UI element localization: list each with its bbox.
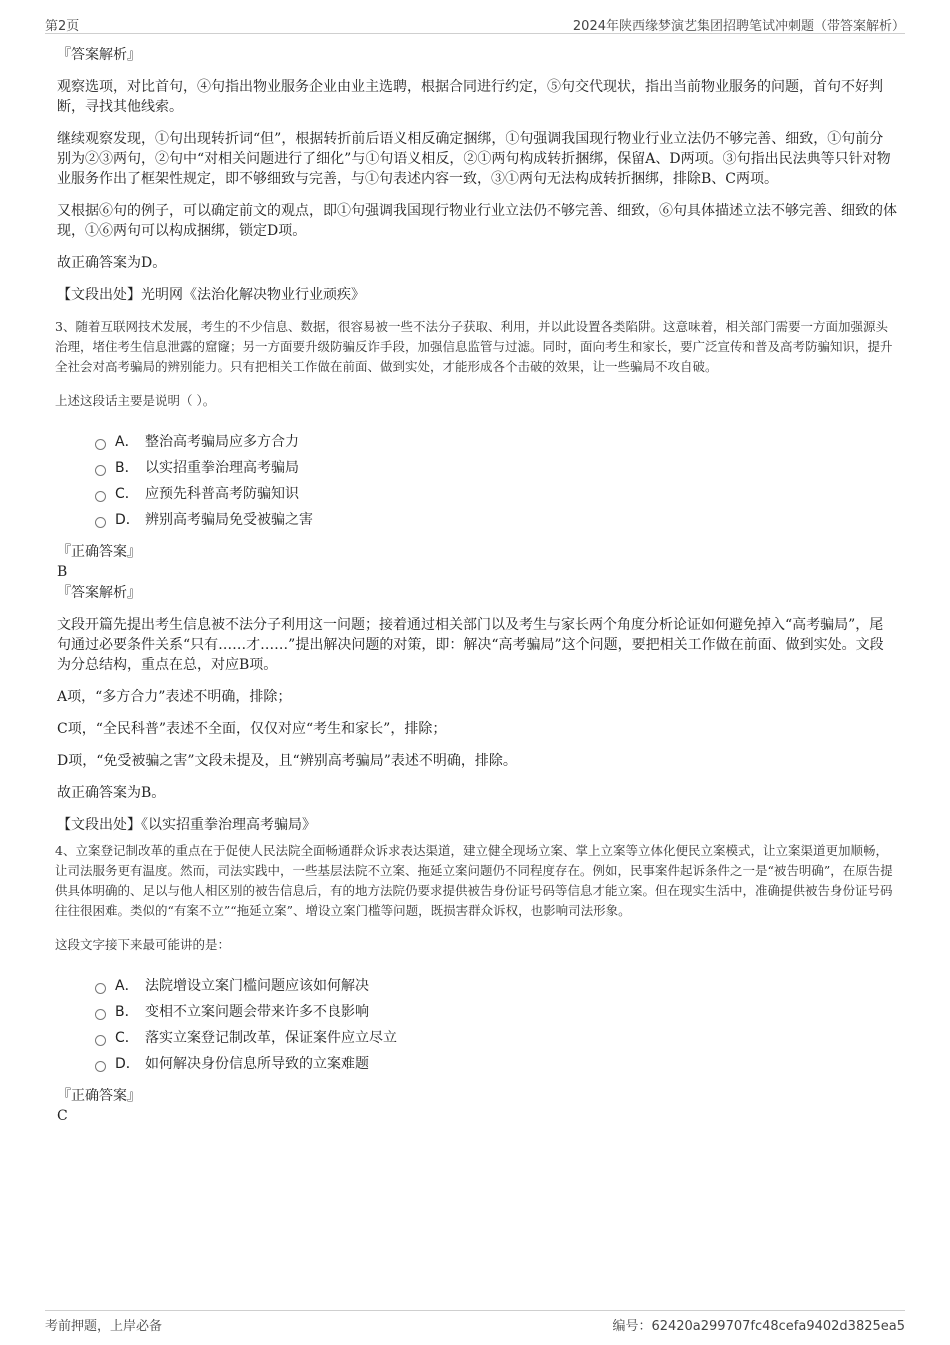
radio-button[interactable]	[95, 1009, 106, 1020]
option-letter: D．	[115, 512, 140, 528]
question-3-prompt: 上述这段话主要是说明（ ）。	[55, 393, 216, 408]
analysis-paragraph: C项，“全民科普”表述不全面，仅仅对应“考生和家长”，排除；	[57, 721, 447, 737]
option-text: 整治高考骗局应多方合力	[145, 434, 299, 450]
option-letter: C．	[115, 486, 139, 502]
question-4-prompt: 这段文字接下来最可能讲的是：	[55, 937, 231, 952]
option-letter: B．	[115, 1004, 139, 1020]
correct-answer-tag: 『正确答案』	[57, 544, 141, 560]
question-4-text: 4、立案登记制改革的重点在于促使人民法院全面畅通群众诉求表达渠道，建立健全现场立案、掌上立案等立体化便民立案模式，让立案渠道更加顺畅，让司法服务更有温度。然而，司法实践中，一些基层法院不立案、拖延立案问题仍不同程度存在。例如，民事案件起诉条件之一是“被告明确”，在原告提供具体明确的、足以与他人相区别的被告信息后，有的地方法院仍要求提供被告身份证号码等信息才能立案。但在现实生活中，准确提供被告身份证号码往往很困难。类似的“有案不立”“拖延立案”、增设立案门槛等问题，既损害群众诉权，也影响司法形象。	[55, 843, 893, 918]
document-id: 编号：62420a299707fc48cefa9402d3825ea5	[612, 1319, 905, 1334]
option-b[interactable]	[95, 455, 897, 481]
option-text: 法院增设立案门槛问题应该如何解决	[145, 978, 369, 994]
analysis-tag: 『答案解析』	[57, 47, 141, 63]
analysis-paragraph: A项，“多方合力”表述不明确，排除；	[57, 689, 292, 705]
question-4-options	[95, 973, 897, 1077]
page-footer	[45, 1310, 905, 1335]
option-letter: C．	[115, 1030, 139, 1046]
radio-button[interactable]	[95, 465, 106, 476]
radio-button[interactable]	[95, 439, 106, 450]
option-a[interactable]	[95, 973, 897, 999]
footer-slogan: 考前押题，上岸必备	[45, 1319, 163, 1334]
option-d[interactable]	[95, 1051, 897, 1077]
radio-button[interactable]	[95, 517, 106, 528]
answer-statement: 故正确答案为B。	[57, 785, 166, 801]
option-text: 落实立案登记制改革，保证案件应立尽立	[145, 1030, 397, 1046]
option-b[interactable]	[95, 999, 897, 1025]
option-letter: D．	[115, 1056, 140, 1072]
correct-answer: B	[57, 564, 68, 580]
answer-statement: 故正确答案为D。	[57, 255, 167, 271]
question-3-options	[95, 429, 897, 533]
question-3-text: 3、随着互联网技术发展，考生的不少信息、数据，很容易被一些不法分子获取、利用，并以此设置各类陷阱。这意味着，相关部门需要一方面加强源头治理，堵住考生信息泄露的窟窿；另一方面要升级防骗反诈手段，加强信息监管与过滤。同时，面向考生和家长，要广泛宣传和普及高考防骗知识，提升全社会对高考骗局的辨别能力。只有把相关工作做在前面、做到实处，才能形成各个击破的效果，让一些骗局不攻自破。	[55, 319, 893, 374]
correct-answer-tag: 『正确答案』	[57, 1088, 141, 1104]
correct-answer: C	[57, 1108, 68, 1124]
document-title: 2024年陕西缘梦演艺集团招聘笔试冲刺题（带答案解析）	[572, 19, 905, 34]
analysis-paragraph: D项，“免受被骗之害”文段未提及，且“辨别高考骗局”表述不明确，排除。	[57, 753, 517, 769]
radio-button[interactable]	[95, 1035, 106, 1046]
option-c[interactable]	[95, 1025, 897, 1051]
radio-button[interactable]	[95, 1061, 106, 1072]
radio-button[interactable]	[95, 491, 106, 502]
option-text: 以实招重拳治理高考骗局	[145, 460, 299, 476]
page-number: 第2页	[45, 19, 80, 34]
option-text: 应预先科普高考防骗知识	[145, 486, 299, 502]
option-a[interactable]	[95, 429, 897, 455]
option-letter: A．	[115, 434, 139, 450]
analysis-tag: 『答案解析』	[57, 585, 141, 601]
option-d[interactable]	[95, 507, 897, 533]
analysis-paragraph: 观察选项，对比首句，④句指出物业服务企业由业主选聘，根据合同进行约定，⑤句交代现状，指出当前物业服务的问题，首句不好判断，寻找其他线索。	[57, 79, 883, 115]
option-text: 变相不立案问题会带来许多不良影响	[145, 1004, 369, 1020]
source-citation: 【文段出处】光明网《法治化解决物业行业顽疾》	[57, 287, 365, 303]
option-letter: A．	[115, 978, 139, 994]
analysis-paragraph: 文段开篇先提出考生信息被不法分子利用这一问题；接着通过相关部门以及考生与家长两个角度分析论证如何避免掉入“高考骗局”，尾句通过必要条件关系“只有……才……”提出解决问题的对策，即：解决“高考骗局”这个问题，要把相关工作做在前面、做到实处。文段为分总结构，重点在总，对应B项。	[57, 617, 884, 673]
document-body	[57, 45, 897, 1127]
analysis-paragraph: 继续观察发现，①句出现转折词“但”，根据转折前后语义相反确定捆绑，①句强调我国现行物业行业立法仍不够完善、细致，①句前分别为②③两句，②句中“对相关问题进行了细化”与①句语义相反，②①两句构成转折捆绑，保留A、D两项。③句指出民法典等只针对物业服务作出了框架性规定，即不够细致与完善，与①句表述内容一致，③①两句无法构成转折捆绑，排除B、C两项。	[57, 131, 891, 187]
analysis-paragraph: 又根据⑥句的例子，可以确定前文的观点，即①句强调我国现行物业行业立法仍不够完善、细致，⑥句具体描述立法不够完善、细致的体现，①⑥两句可以构成捆绑，锁定D项。	[57, 203, 897, 239]
source-citation: 【文段出处】《以实招重拳治理高考骗局》	[57, 817, 316, 833]
option-c[interactable]	[95, 481, 897, 507]
option-text: 辨别高考骗局免受被骗之害	[145, 512, 313, 528]
page-header	[45, 13, 905, 34]
radio-button[interactable]	[95, 983, 106, 994]
option-text: 如何解决身份信息所导致的立案难题	[145, 1056, 369, 1072]
option-letter: B．	[115, 460, 139, 476]
